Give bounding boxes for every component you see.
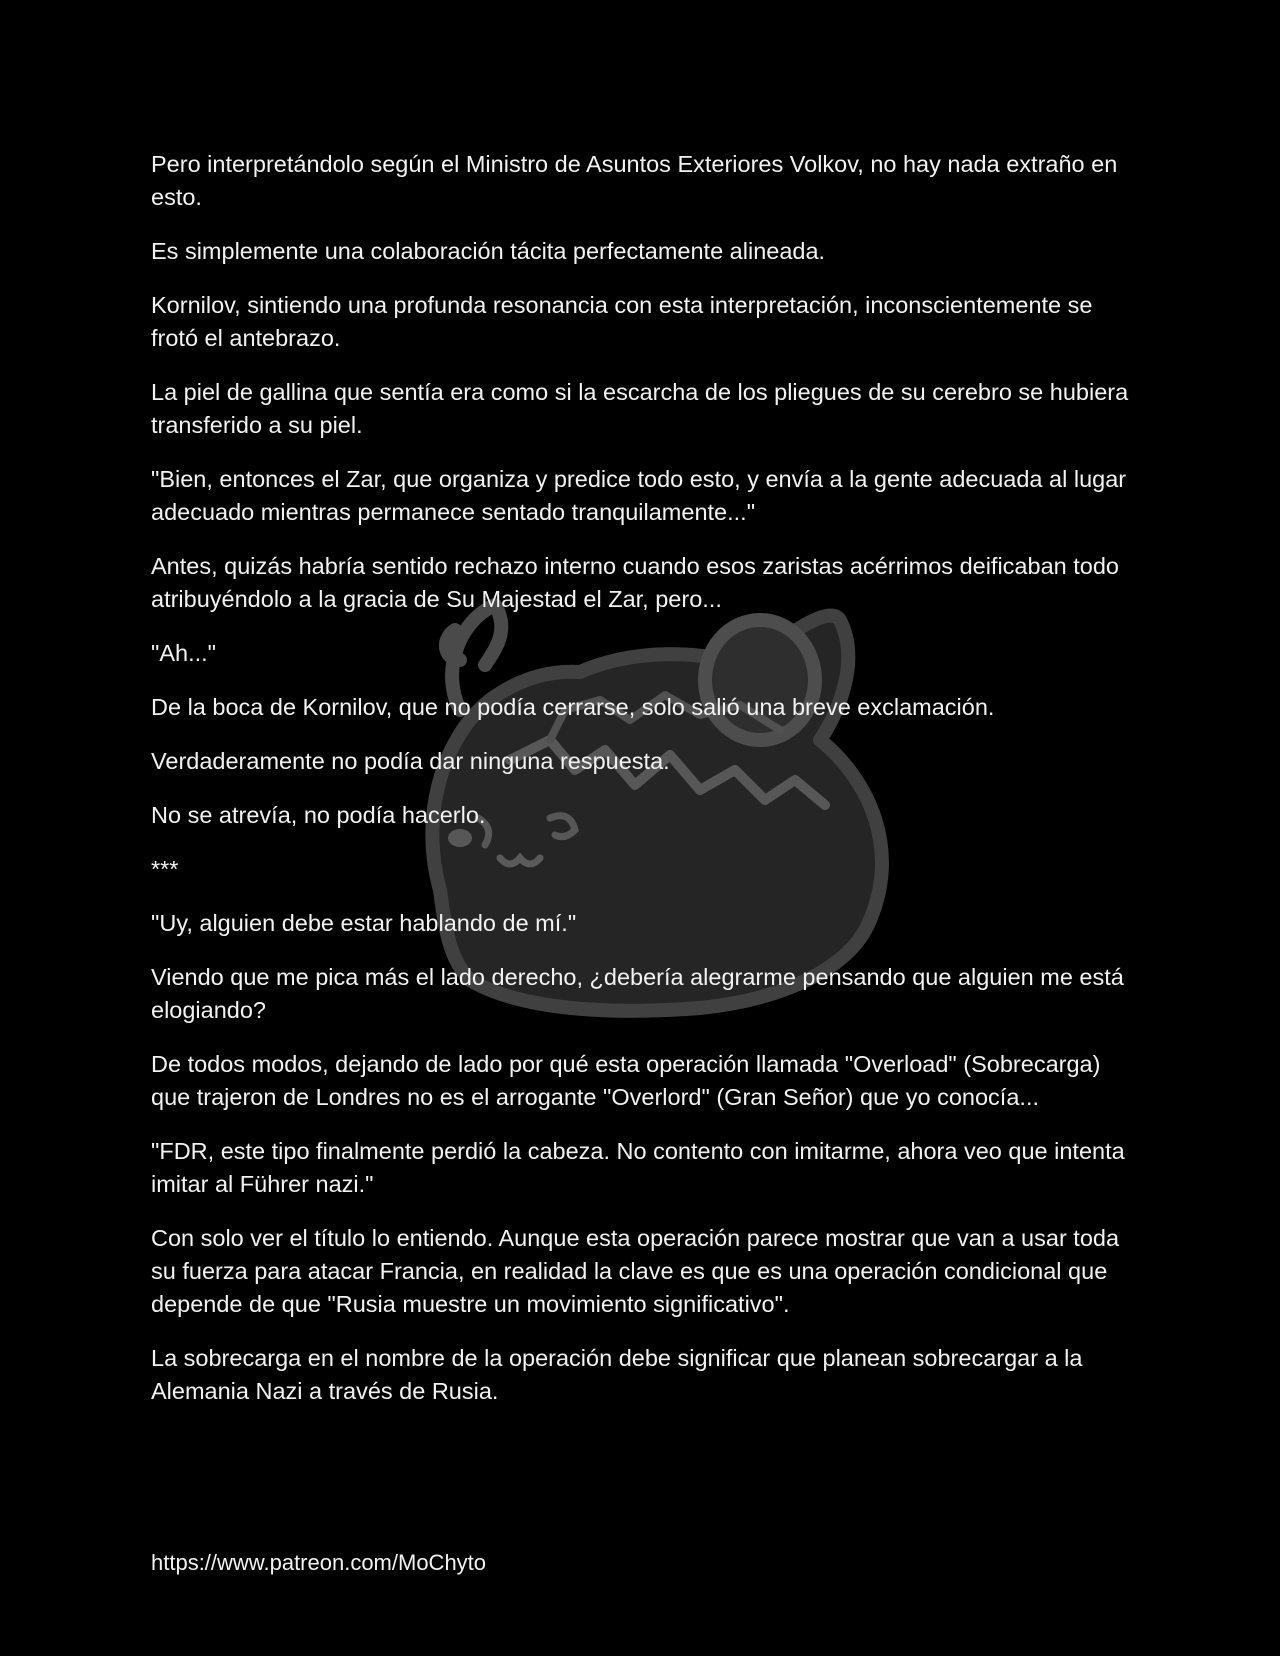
paragraph: Es simplemente una colaboración tácita perfectamente alineada. (151, 238, 826, 264)
paragraph: De todos modos, dejando de lado por qué esta operación llamada "Overload" (Sobrecarga) que trajeron de Londres no es el arrogante "Overlord" (Gran Señor) que yo conocía... (151, 1051, 1101, 1110)
paragraph: La sobrecarga en el nombre de la operación debe significar que planean sobrecargar a la Alemania Nazi a través de Rusia. (151, 1345, 1083, 1404)
paragraph: De la boca de Kornilov, que no podía cerrarse, solo salió una breve exclamación. (151, 694, 995, 720)
paragraph: Viendo que me pica más el lado derecho, ¿debería alegrarme pensando que alguien me está elogiando? (151, 964, 1124, 1023)
scene-break: *** (151, 856, 179, 882)
paragraph: "Ah..." (151, 640, 217, 666)
paragraph: No se atrevía, no podía hacerlo. (151, 802, 486, 828)
patreon-link[interactable]: https://www.patreon.com/MoChyto (151, 1550, 487, 1575)
paragraph: Kornilov, sintiendo una profunda resonancia con esta interpretación, inconscientemente se frotó el antebrazo. (151, 292, 1093, 351)
paragraph: La piel de gallina que sentía era como si la escarcha de los pliegues de su cerebro se hubiera transferido a su piel. (151, 379, 1129, 438)
paragraph: "FDR, este tipo finalmente perdió la cabeza. No contento con imitarme, ahora veo que intenta imitar al Führer nazi." (151, 1138, 1125, 1197)
paragraph: "Bien, entonces el Zar, que organiza y predice todo esto, y envía a la gente adecuada al lugar adecuado mientras permanece sentado tranquilamente..." (151, 466, 1127, 525)
paragraph: Con solo ver el título lo entiendo. Aunque esta operación parece mostrar que van a usar toda su fuerza para atacar Francia, en realidad la clave es que es una operación condicional que depende de que "Rusia muestre un movimiento significativo". (151, 1225, 1120, 1317)
paragraph: Pero interpretándolo según el Ministro de Asuntos Exteriores Volkov, no hay nada extraño en esto. (151, 151, 1118, 210)
story-text (151, 148, 1141, 1429)
paragraph: Antes, quizás habría sentido rechazo interno cuando esos zaristas acérrimos deificaban todo atribuyéndolo a la gracia de Su Majestad el Zar, pero... (151, 553, 1119, 612)
paragraph: "Uy, alguien debe estar hablando de mí." (151, 910, 577, 936)
paragraph: Verdaderamente no podía dar ninguna respuesta. (151, 748, 670, 774)
